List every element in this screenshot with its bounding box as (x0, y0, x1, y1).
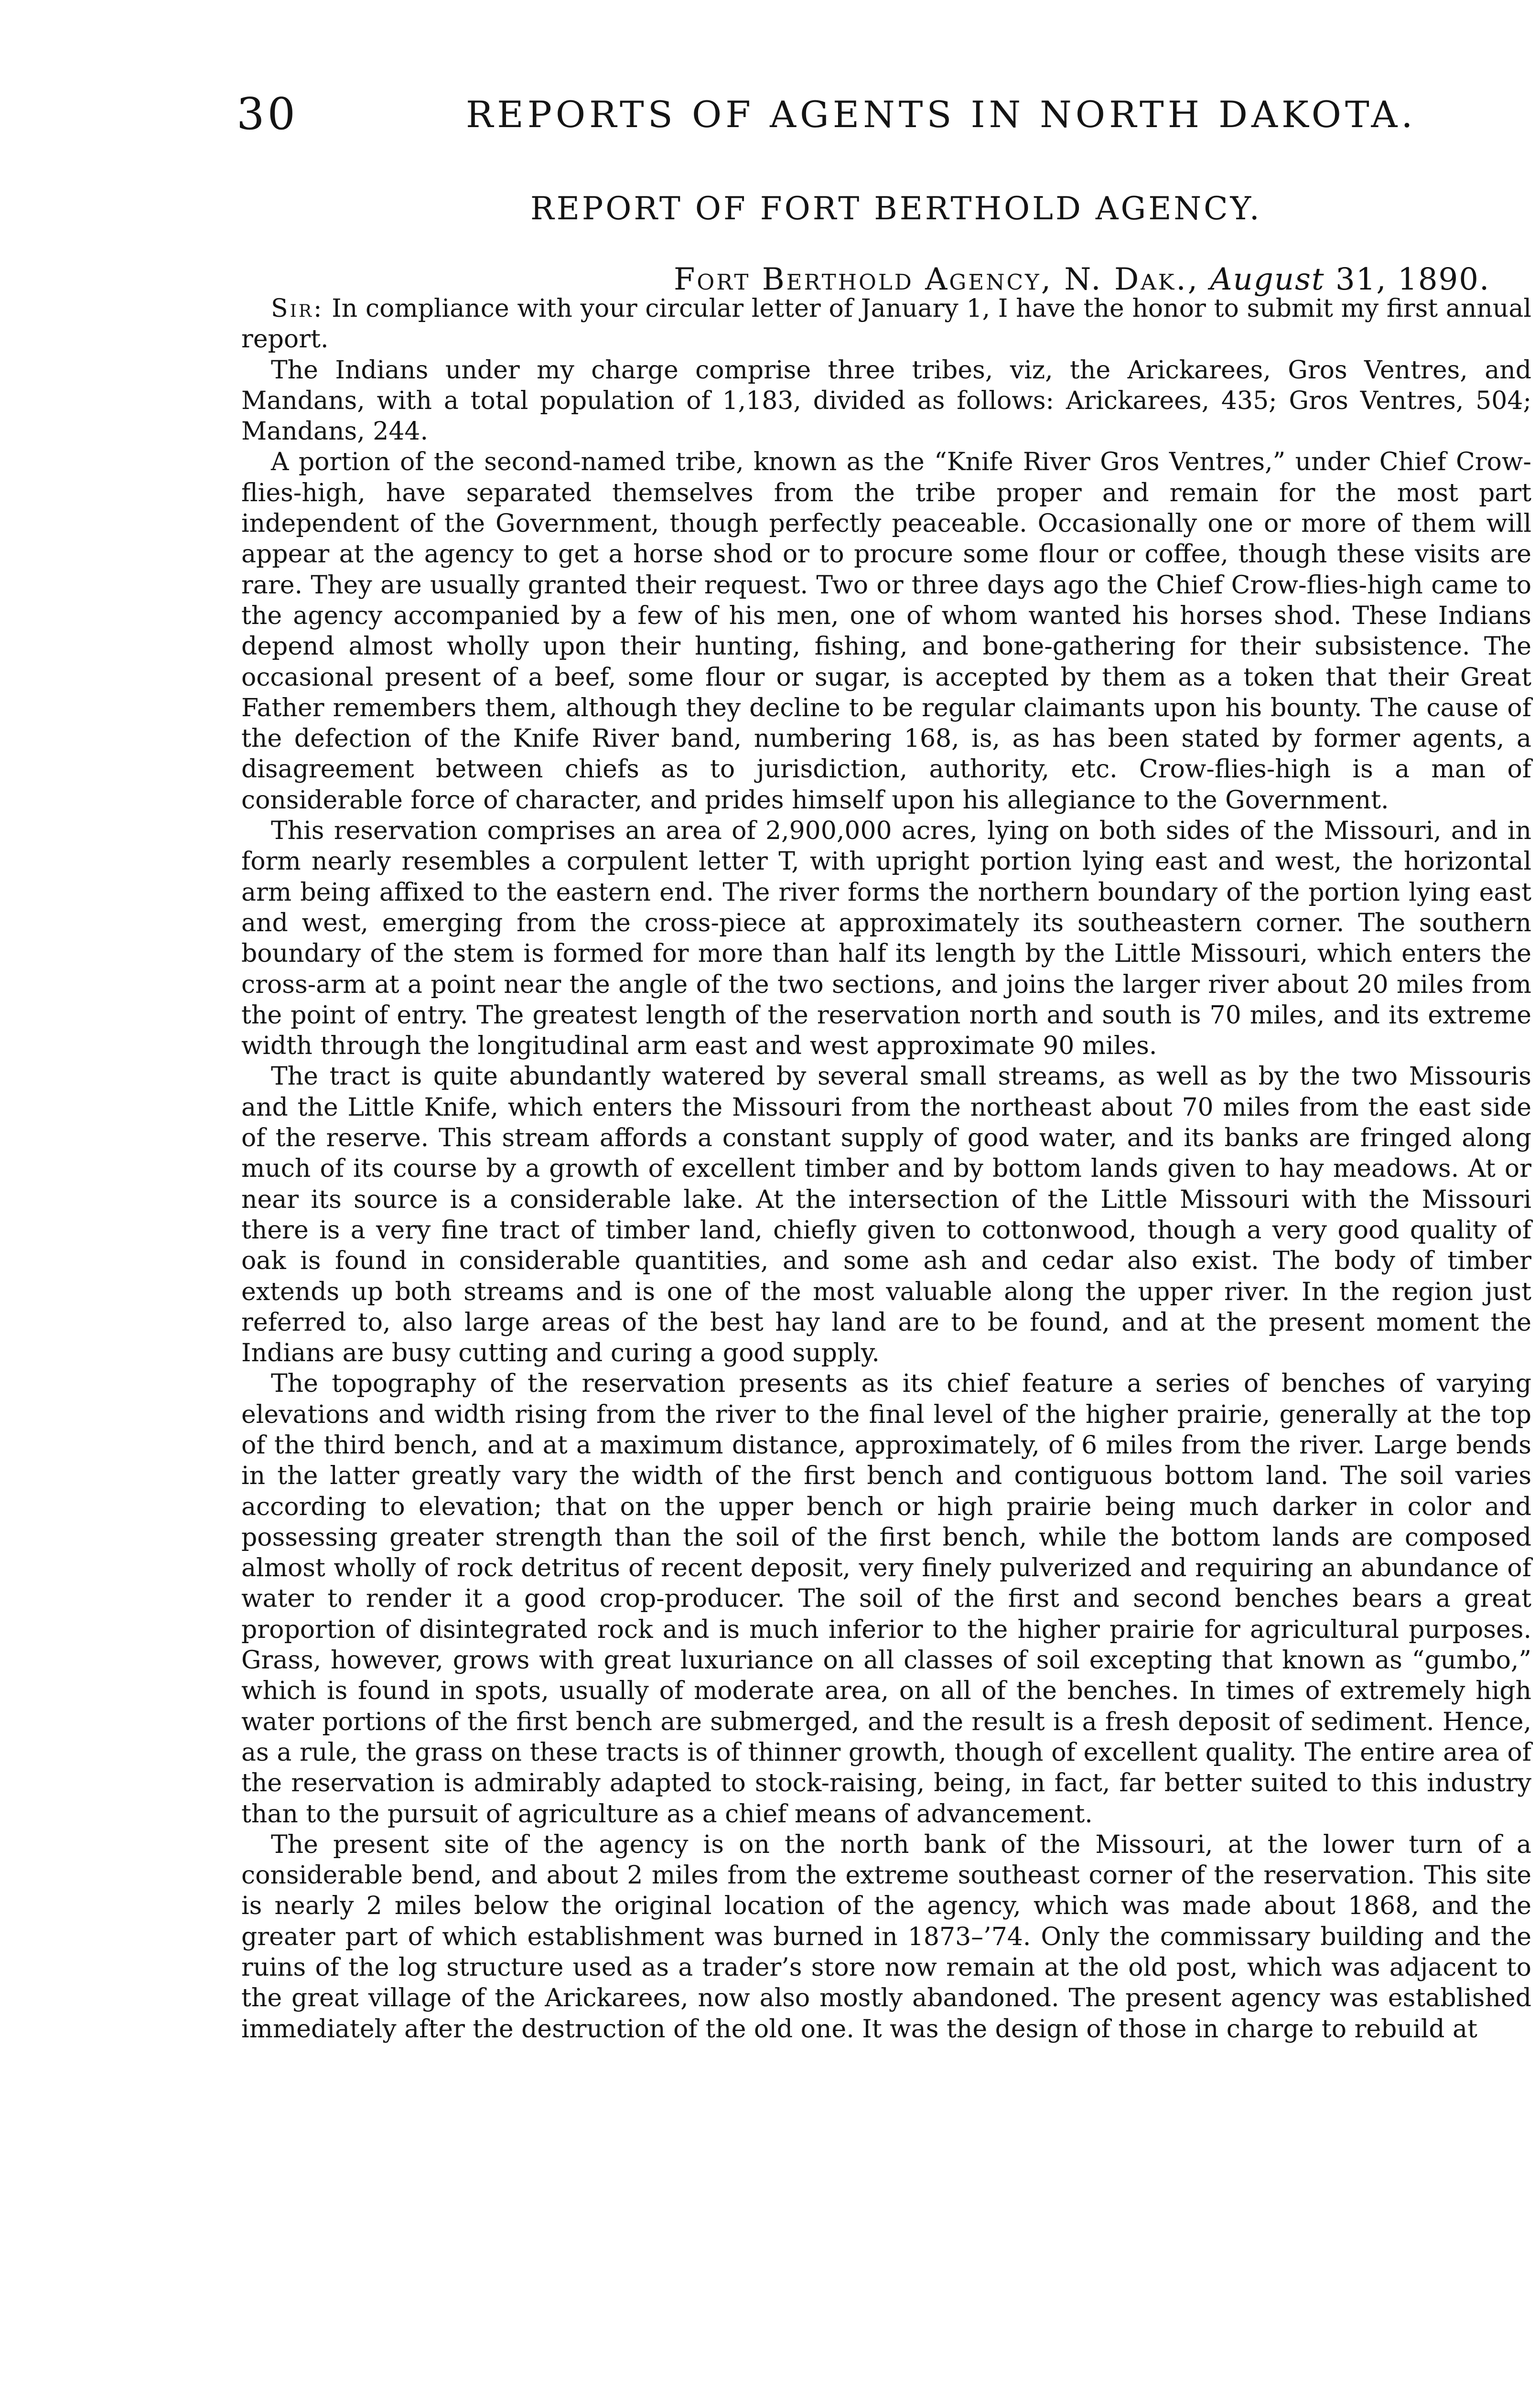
running-title: REPORTS OF AGENTS IN NORTH DAKOTA. (466, 93, 1417, 136)
salutation: Sir: (271, 294, 324, 323)
report-title: REPORT OF FORT BERTHOLD AGENCY. (530, 190, 1262, 227)
paragraph-7: The present site of the agency is on the north bank of the Missouri, at the lower turn of a considerable bend, and about 2 miles from the extreme southeast corner of the reservation. This site is nearly 2 miles below the original location of the agency, which was made about 1868, and the greater part of which establishment was burned in 1873–’74. Only the commissary building and the ruins of the log structure used as a trader’s store now remain at the old post, which was adjacent to the great village of the Arickarees, now also mostly abandoned. The present agency was established immediately after the destruction of the old one. It was the design of those in charge to rebuild at (241, 1830, 1531, 2044)
paragraph-1 (241, 293, 1531, 355)
dateline-place: Fort Berthold Agency, N. Dak., (674, 262, 1200, 297)
dateline (674, 262, 1490, 297)
paragraph-2: The Indians under my charge comprise three tribes, viz, the Arickarees, Gros Ventres, and Mandans, with a total population of 1,183, divided as follows: Arickarees, 435; Gros Ventres, 504; Mandans, 244. (241, 355, 1531, 446)
paragraph-6: The topography of the reservation presents as its chief feature a series of benches of varying elevations and width rising from the river to the final level of the higher prairie, generally at the top of the third bench, and at a maximum distance, approximately, of 6 miles from the river. Large bends in the latter greatly vary the width of the first bench and contiguous bottom land. The soil varies according to elevation; that on the upper bench or high prairie being much darker in color and possessing greater strength than the soil of the first bench, while the bottom lands are composed almost wholly of rock detritus of recent deposit, very finely pulverized and requiring an abundance of water to render it a good crop-producer. The soil of the first and second benches bears a great proportion of disintegrated rock and is much inferior to the higher prairie for agricultural purposes. Grass, however, grows with great luxuriance on all classes of soil excepting that known as “gumbo,” which is found in spots, usually of moderate area, on all of the benches. In times of extremely high water portions of the first bench are submerged, and the result is a fresh deposit of sediment. Hence, as a rule, the grass on these tracts is of thinner growth, though of excellent quality. The entire area of the reservation is admirably adapted to stock-raising, being, in fact, far better suited to this industry than to the pursuit of agriculture as a chief means of advancement. (241, 1369, 1531, 1829)
dateline-date: 31, 1890. (1325, 262, 1490, 297)
report-body (241, 293, 1531, 2045)
paragraph-1-text: In compliance with your circular letter of January 1, I have the honor to submit my first annual report. (241, 294, 1531, 354)
paragraph-3: A portion of the second-named tribe, known as the “Knife River Gros Ventres,” under Chief Crow-flies-high, have separated themselves from the tribe proper and remain for the most part independent of the Government, though perfectly peaceable. Occasionally one or more of them will appear at the agency to get a horse shod or to procure some flour or coffee, though these visits are rare. They are usually granted their request. Two or three days ago the Chief Crow-flies-high came to the agency accompanied by a few of his men, one of whom wanted his horses shod. These Indians depend almost wholly upon their hunting, fishing, and bone-gathering for their subsistence. The occasional present of a beef, some flour or sugar, is accepted by them as a token that their Great Father remembers them, although they decline to be regular claimants upon his bounty. The cause of the defection of the Knife River band, numbering 168, is, as has been stated by former agents, a disagreement between chiefs as to jurisdiction, authority, etc. Crow-flies-high is a man of considerable force of character, and prides himself upon his allegiance to the Government. (241, 448, 1531, 815)
paragraph-5: The tract is quite abundantly watered by several small streams, as well as by the two Missouris and the Little Knife, which enters the Missouri from the northeast about 70 miles from the east side of the reserve. This stream affords a constant supply of good water, and its banks are fringed along much of its course by a growth of excellent timber and by bottom lands given to hay meadows. At or near its source is a considerable lake. At the intersection of the Little Missouri with the Missouri there is a very fine tract of timber land, chiefly given to cottonwood, though a very good quality of oak is found in considerable quantities, and some ash and cedar also exist. The body of timber extends up both streams and is one of the most valuable along the upper river. In the region just referred to, also large areas of the best hay land are to be found, and at the present moment the Indians are busy cutting and curing a good supply. (241, 1062, 1531, 1368)
running-head (237, 88, 1540, 141)
dateline-month: August (1210, 262, 1325, 297)
paragraph-4: This reservation comprises an area of 2,900,000 acres, lying on both sides of the Missouri, and in form nearly resembles a corpulent letter T, with upright portion lying east and west, the horizontal arm being affixed to the eastern end. The river forms the northern boundary of the portion lying east and west, emerging from the cross-piece at approximately its southeastern corner. The southern boundary of the stem is formed for more than half its length by the Little Missouri, which enters the cross-arm at a point near the angle of the two sections, and joins the larger river about 20 miles from the point of entry. The greatest length of the reservation north and south is 70 miles, and its extreme width through the longitudinal arm east and west approximate 90 miles. (241, 817, 1531, 1061)
page-number: 30 (237, 88, 299, 140)
